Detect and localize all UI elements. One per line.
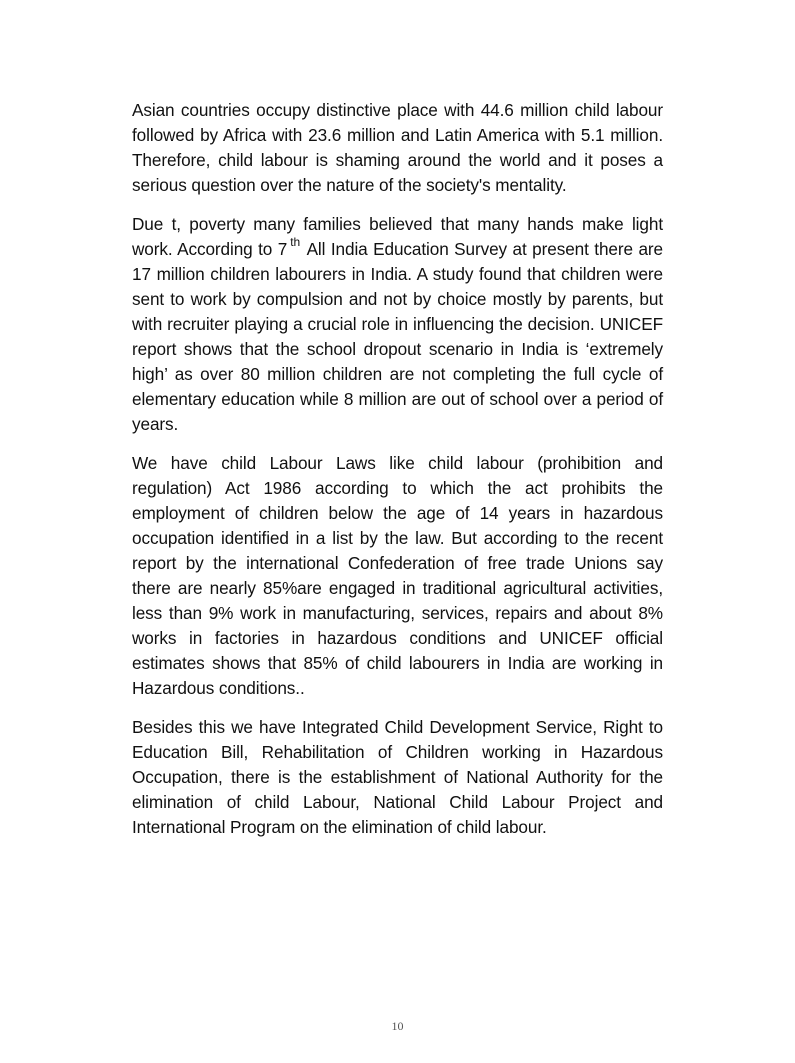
- paragraph-asian-child-labour: Asian countries occupy distinctive place with 44.6 million child labour followed by Africa with 23.6 million and Latin America with 5.1 million. Therefore, child labour is shaming around the world and it poses a serious question over the nature of the society's mentality.: [132, 100, 663, 195]
- page-number: 10: [391, 1019, 404, 1033]
- paragraph-poverty-education-survey: [132, 212, 663, 437]
- paragraph-government-programs: Besides this we have Integrated Child Development Service, Right to Education Bill, Rehabilitation of Children working in Hazardous Occupation, there is the establishment of National Authority for the elimination of child Labour, National Child Labour Project and International Program on the elimination of child labour.: [132, 717, 663, 837]
- ordinal-superscript: th: [290, 235, 301, 250]
- paragraph-child-labour-laws: We have child Labour Laws like child labour (prohibition and regulation) Act 1986 according to which the act prohibits the employment of children below the age of 14 years in hazardous occupation identified in a list by the law. But according to the recent report by the international Confederation of free trade Unions say there are nearly 85%are engaged in traditional agricultural activities, less than 9% work in manufacturing, services, repairs and about 8% works in factories in hazardous conditions and UNICEF official estimates shows that 85% of child labourers in India are working in Hazardous conditions..: [132, 453, 663, 698]
- paragraph-text-after-superscript: All India Education Survey at present there are 17 million children labourers in India. A study found that children were sent to work by compulsion and not by choice mostly by parents, but with recruiter playing a crucial role in influencing the decision. UNICEF report shows that the school dropout scenario in India is ‘extremely high’ as over 80 million children are not completing the full cycle of elementary education while 8 million are out of school over a period of years.: [132, 239, 663, 434]
- paragraph-text-before-superscript: Due t, poverty many families believed that many hands make light work. According to 7: [132, 214, 663, 259]
- page-body: [132, 98, 663, 854]
